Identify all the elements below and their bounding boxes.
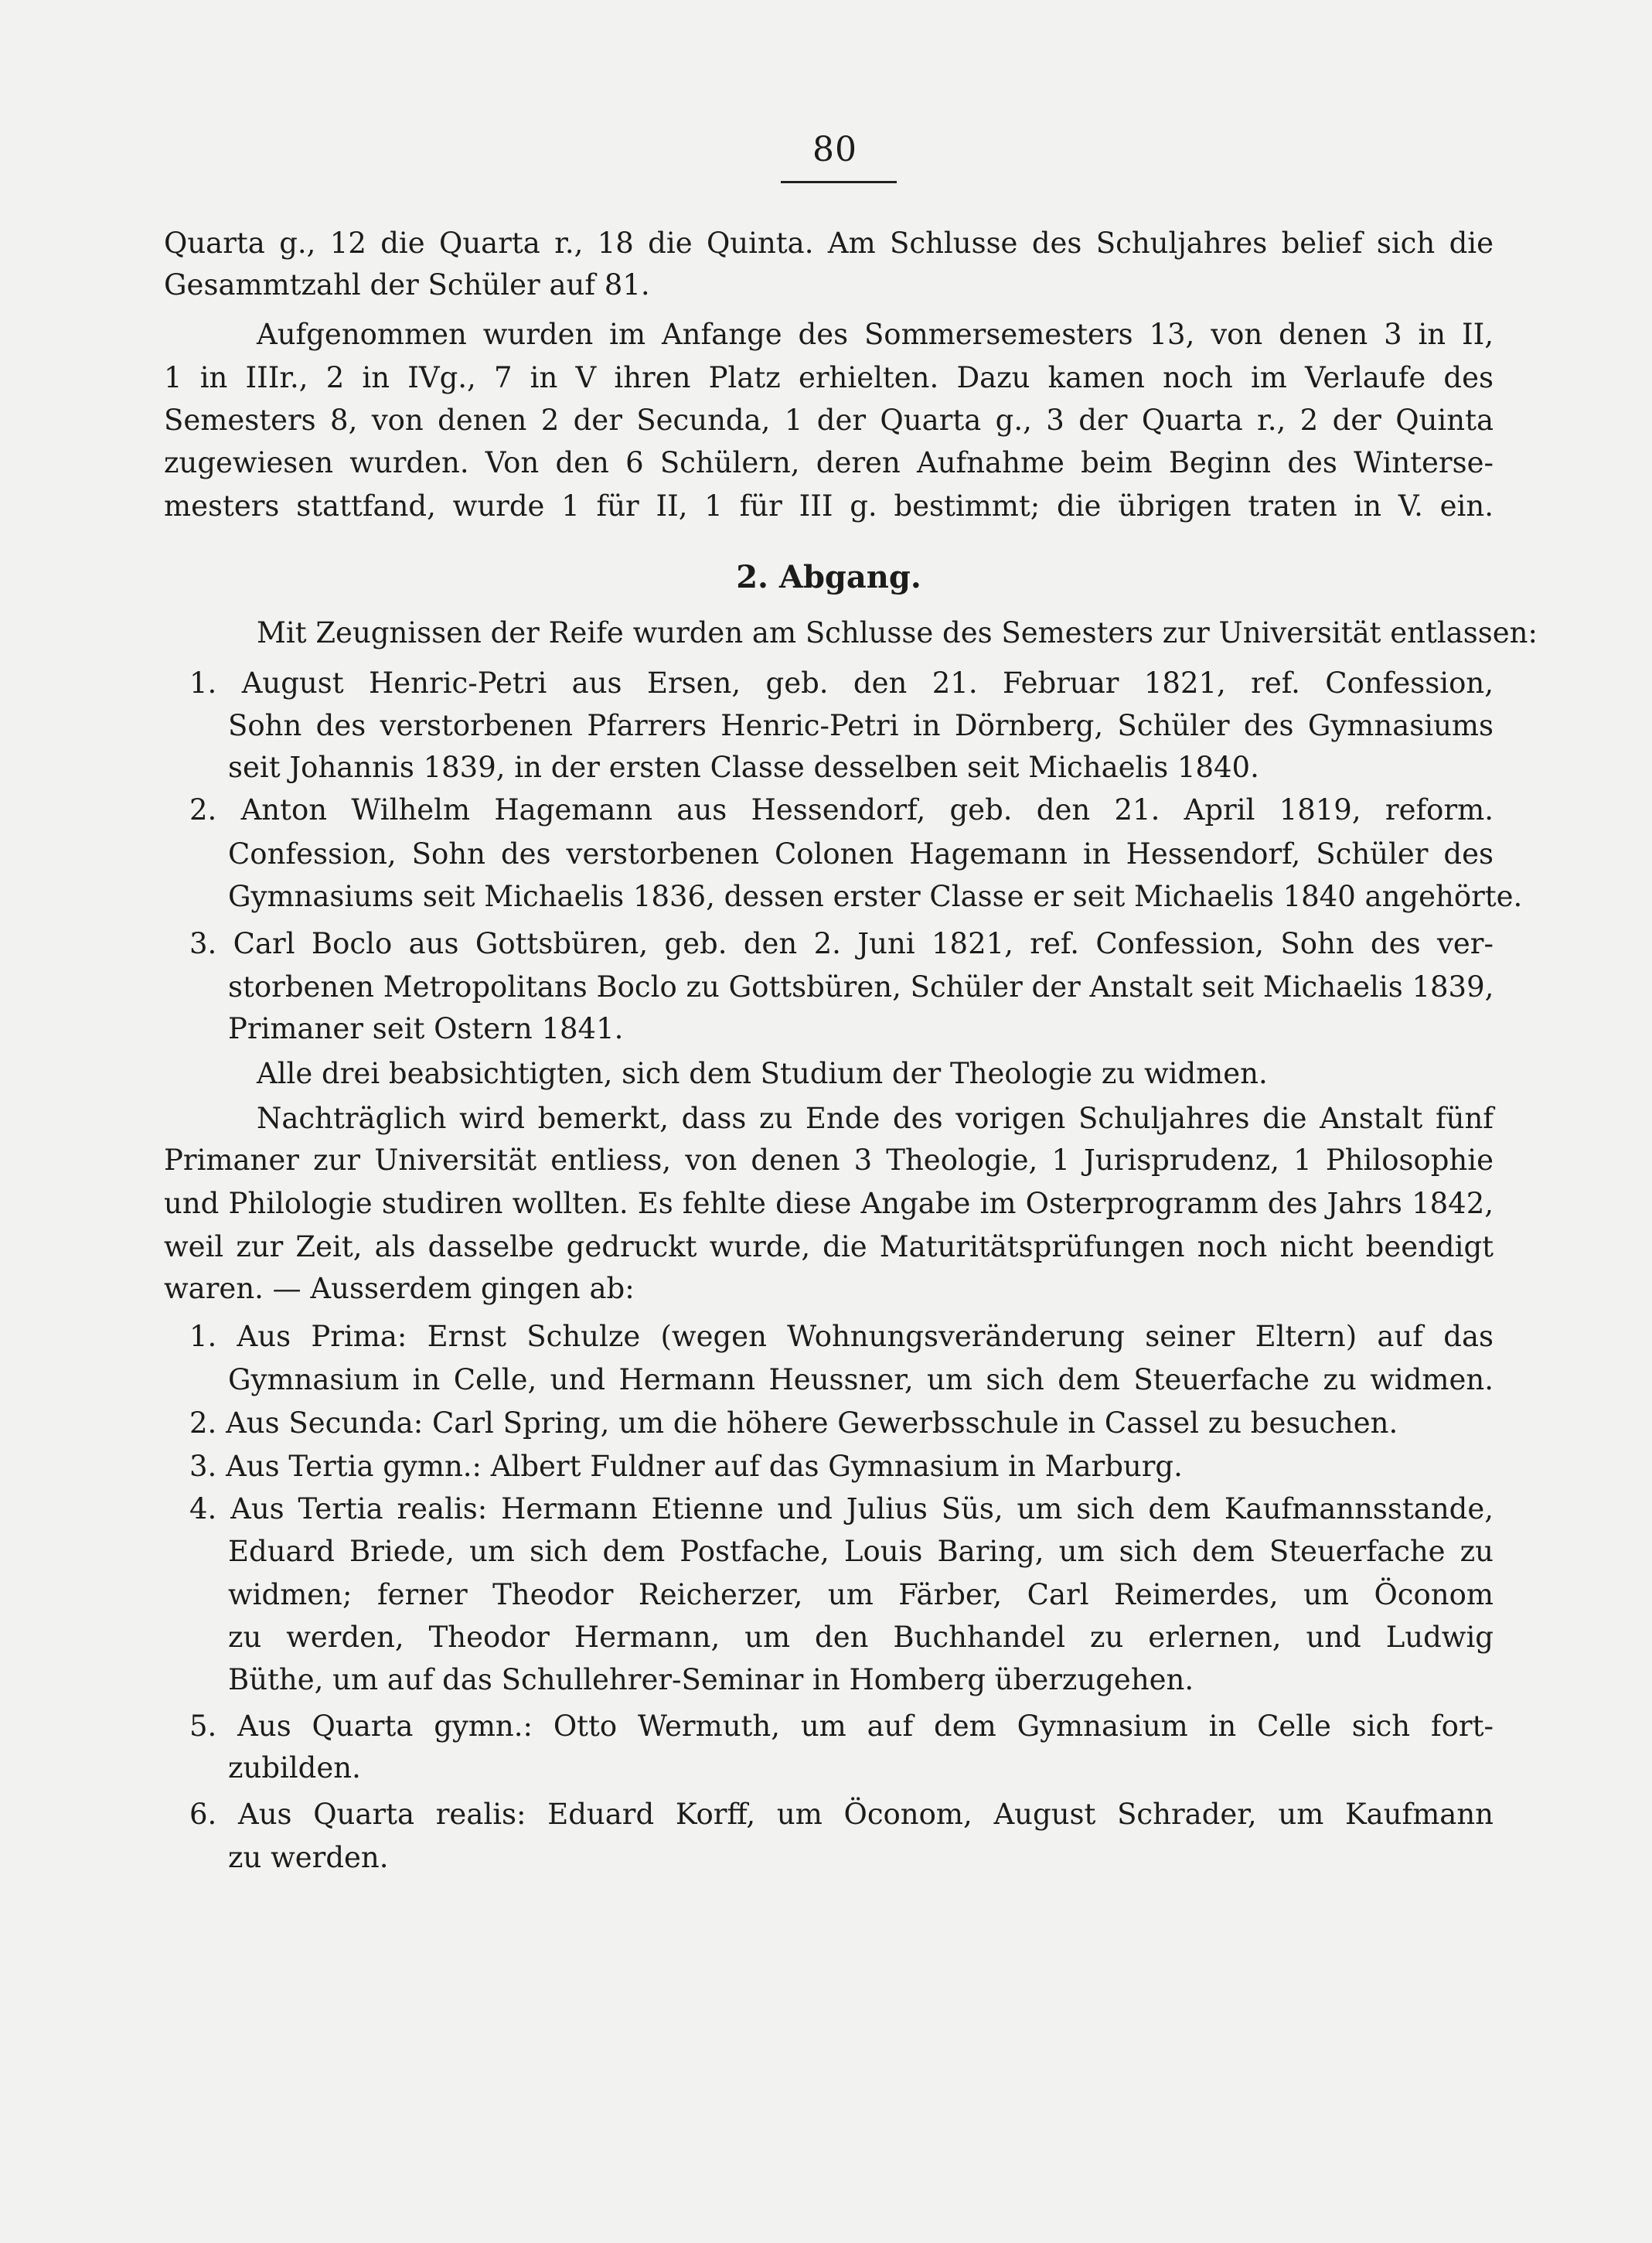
text-line: Gymnasium in Celle, und Hermann Heussner, um sich dem Steuerfache zu widmen. xyxy=(228,1363,1494,1396)
text-line: Quarta g., 12 die Quarta r., 18 die Quinta. Am Schlusse des Schuljahres belief sich die xyxy=(164,227,1494,260)
text-line: und Philologie studiren wollten. Es fehlte diese Angabe im Osterprogramm des Jahrs 1842, xyxy=(164,1187,1494,1220)
text-line: Semesters 8, von denen 2 der Secunda, 1 der Quarta g., 3 der Quarta r., 2 der Quinta xyxy=(164,404,1494,437)
page-number-rule xyxy=(781,181,897,183)
text-line: Gesammtzahl der Schüler auf 81. xyxy=(164,268,650,302)
text-line: Primaner seit Ostern 1841. xyxy=(228,1012,624,1045)
section-heading: 2. Abgang. xyxy=(736,559,921,595)
page-number: 80 xyxy=(812,130,857,169)
text-line: zugewiesen wurden. Von den 6 Schülern, deren Aufnahme beim Beginn des Winterse- xyxy=(164,446,1494,479)
list-item: 2. Aus Secunda: Carl Spring, um die höhere Gewerbsschule in Cassel zu besuchen. xyxy=(189,1406,1398,1440)
list-item: 1. Aus Prima: Ernst Schulze (wegen Wohnungsveränderung seiner Eltern) auf das xyxy=(189,1320,1494,1353)
text-line: widmen; ferner Theodor Reicherzer, um Färber, Carl Reimerdes, um Öconom xyxy=(228,1578,1494,1611)
text-line: Confession, Sohn des verstorbenen Colonen Hagemann in Hessendorf, Schüler des xyxy=(228,837,1494,871)
list-item: 3. Carl Boclo aus Gottsbüren, geb. den 2. Juni 1821, ref. Confession, Sohn des ver- xyxy=(189,927,1494,960)
text-line: Büthe, um auf das Schullehrer-Seminar in Homberg überzugehen. xyxy=(228,1663,1194,1696)
list-item: 3. Aus Tertia gymn.: Albert Fuldner auf das Gymnasium in Marburg. xyxy=(189,1450,1183,1483)
text-line: weil zur Zeit, als dasselbe gedruckt wurde, die Maturitätsprüfungen noch nicht beendigt xyxy=(164,1230,1494,1263)
text-line: Eduard Briede, um sich dem Postfache, Louis Baring, um sich dem Steuerfache zu xyxy=(228,1535,1494,1568)
text-line: Gymnasiums seit Michaelis 1836, dessen erster Classe er seit Michaelis 1840 angehörte. xyxy=(228,880,1523,913)
text-line: mesters stattfand, wurde 1 für II, 1 für III g. bestimmt; die übrigen traten in V. ein. xyxy=(164,489,1494,523)
list-item: 2. Anton Wilhelm Hagemann aus Hessendorf, geb. den 21. April 1819, reform. xyxy=(189,793,1494,827)
text-line: zu werden, Theodor Hermann, um den Buchhandel zu erlernen, und Ludwig xyxy=(228,1621,1494,1654)
text-line: waren. — Ausserdem gingen ab: xyxy=(164,1272,635,1305)
text-line: 1 in IIIr., 2 in IVg., 7 in V ihren Platz erhielten. Dazu kamen noch im Verlaufe des xyxy=(164,361,1494,394)
list-item: 1. August Henric-Petri aus Ersen, geb. den 21. Februar 1821, ref. Confession, xyxy=(189,666,1494,700)
text-line: Alle drei beabsichtigten, sich dem Studium der Theologie zu widmen. xyxy=(257,1057,1268,1090)
text-line: seit Johannis 1839, in der ersten Classe desselben seit Michaelis 1840. xyxy=(228,751,1259,784)
text-line: storbenen Metropolitans Boclo zu Gottsbüren, Schüler der Anstalt seit Michaelis 1839, xyxy=(228,970,1494,1004)
text-line: zu werden. xyxy=(228,1841,389,1874)
text-line: Aufgenommen wurden im Anfange des Sommersemesters 13, von denen 3 in II, xyxy=(257,318,1494,351)
list-item: 4. Aus Tertia realis: Hermann Etienne und Julius Süs, um sich dem Kaufmannsstande, xyxy=(189,1492,1494,1525)
list-item: 6. Aus Quarta realis: Eduard Korff, um Öconom, August Schrader, um Kaufmann xyxy=(189,1798,1494,1831)
list-item: 5. Aus Quarta gymn.: Otto Wermuth, um auf dem Gymnasium in Celle sich fort- xyxy=(189,1710,1494,1743)
text-line: Nachträglich wird bemerkt, dass zu Ende des vorigen Schuljahres die Anstalt fünf xyxy=(257,1102,1494,1135)
text-line: Primaner zur Universität entliess, von denen 3 Theologie, 1 Jurisprudenz, 1 Philosophie xyxy=(164,1144,1494,1177)
text-line: zubilden. xyxy=(228,1751,361,1785)
text-line: Mit Zeugnissen der Reife wurden am Schlusse des Semesters zur Universität entlassen: xyxy=(257,616,1538,649)
text-line: Sohn des verstorbenen Pfarrers Henric-Petri in Dörnberg, Schüler des Gymnasiums xyxy=(228,709,1494,742)
